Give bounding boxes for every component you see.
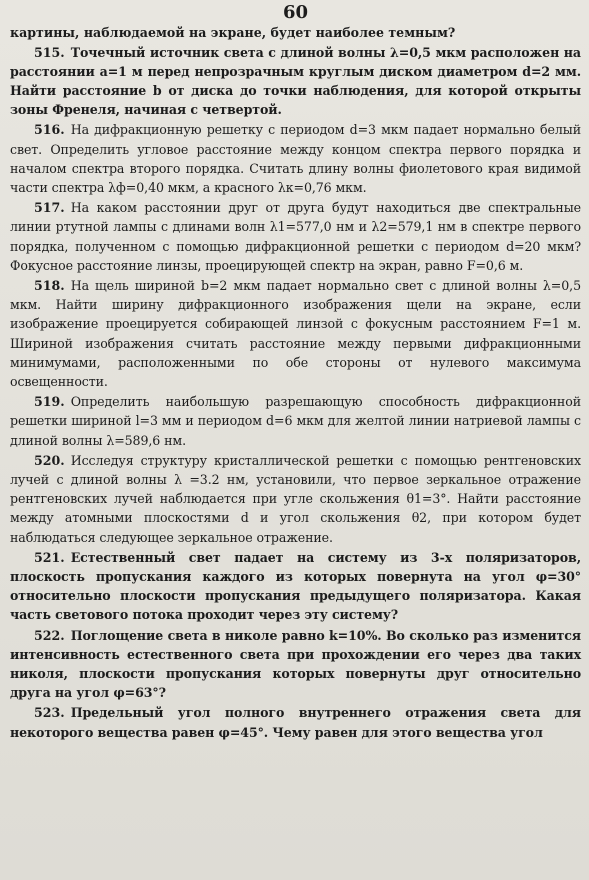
problem-521	[10, 548, 581, 625]
problem-number: 520.	[34, 452, 65, 468]
problem-number: 515.	[34, 44, 65, 60]
problem-515	[10, 43, 581, 120]
problem-516	[10, 120, 581, 197]
problem-text: Естественный свет падает на систему из 3-х поляризаторов, плоскость пропускания каждого из которых повернута на угол φ=30° относительно плоскости пропускания предыдущего поляризатора. Какая часть светового потока проходит через эту систему?	[10, 549, 581, 623]
problem-text: На щель шириной b=2 мкм падает нормально свет с длиной волны λ=0,5 мкм. Найти ширину дифракционного изображения щели на экране, если изображение проецируется собирающей линзой с фокусным расстоянием F=1 м. Шириной изображения считать расстояние между первыми дифракционными минимумами, расположенными по обе стороны от нулевого максимума освещенности.	[10, 277, 581, 389]
problem-number: 518.	[34, 277, 65, 293]
problem-text: Поглощение света в николе равно k=10%. Во сколько раз изменится интенсивность естественного света при прохождении его через два таких николя, плоскости пропускания которых повернуты друг относительно друга на угол φ=63°?	[10, 627, 581, 701]
problem-517	[10, 198, 581, 275]
problem-text: Точечный источник света с длиной волны λ=0,5 мкм расположен на расстоянии a=1 м перед непрозрачным круглым диском диаметром d=2 мм. Найти расстояние b от диска до точки наблюдения, для которой открыты зоны Френеля, начиная с четвертой.	[10, 44, 581, 118]
problem-523	[10, 703, 581, 741]
page-number: 60	[282, 2, 309, 23]
problem-text: Определить наибольшую разрешающую способность дифракционной решетки шириной l=3 мм и периодом d=6 мкм для желтой линии натриевой лампы с длиной волны λ=589,6 нм.	[10, 394, 581, 448]
problem-number: 523.	[34, 705, 65, 721]
problem-519	[10, 392, 581, 450]
problem-520	[10, 451, 581, 547]
problem-number: 521.	[34, 549, 65, 565]
problem-522	[10, 626, 581, 703]
problem-text: На каком расстоянии друг от друга будут находиться две спектральные линии ртутной лампы с длинами волн λ1=577,0 нм и λ2=579,1 нм в спектре первого порядка, полученном с помощью дифракционной решетки с периодом d=20 мкм? Фокусное расстояние линзы, проецирующей спектр на экран, равно F=0,6 м.	[10, 200, 581, 273]
lead-text: картины, наблюдаемой на экране, будет наиболее темным?	[10, 25, 456, 40]
problem-number: 522.	[34, 627, 65, 643]
problem-text: Исследуя структуру кристаллической решетки с помощью рентгеновских лучей с длиной волны λ =3.2 нм, установили, что первое зеркальное отражение рентгеновских лучей наблюдается при угле скольжения θ1=3°. Найти расстояние между атомными плоскостями d и угол скольжения θ2, при котором будет наблюдаться следующее зеркальное отражение.	[10, 452, 581, 545]
problem-number: 517.	[34, 200, 65, 216]
problem-text: Предельный угол полного внутреннего отражения света для некоторого вещества равен φ=45°. Чему равен для этого вещества угол	[10, 705, 581, 740]
problem-number: 516.	[34, 122, 65, 138]
problem-number: 519.	[34, 394, 65, 410]
problem-text: На дифракционную решетку с периодом d=3 мкм падает нормально белый свет. Определить угловое расстояние между концом спектра первого порядка и началом спектра второго порядка. Считать длину волны фиолетового края видимой части спектра λф=0,40 мкм, а красного λк=0,76 мкм.	[10, 122, 581, 195]
problem-518	[10, 276, 581, 391]
